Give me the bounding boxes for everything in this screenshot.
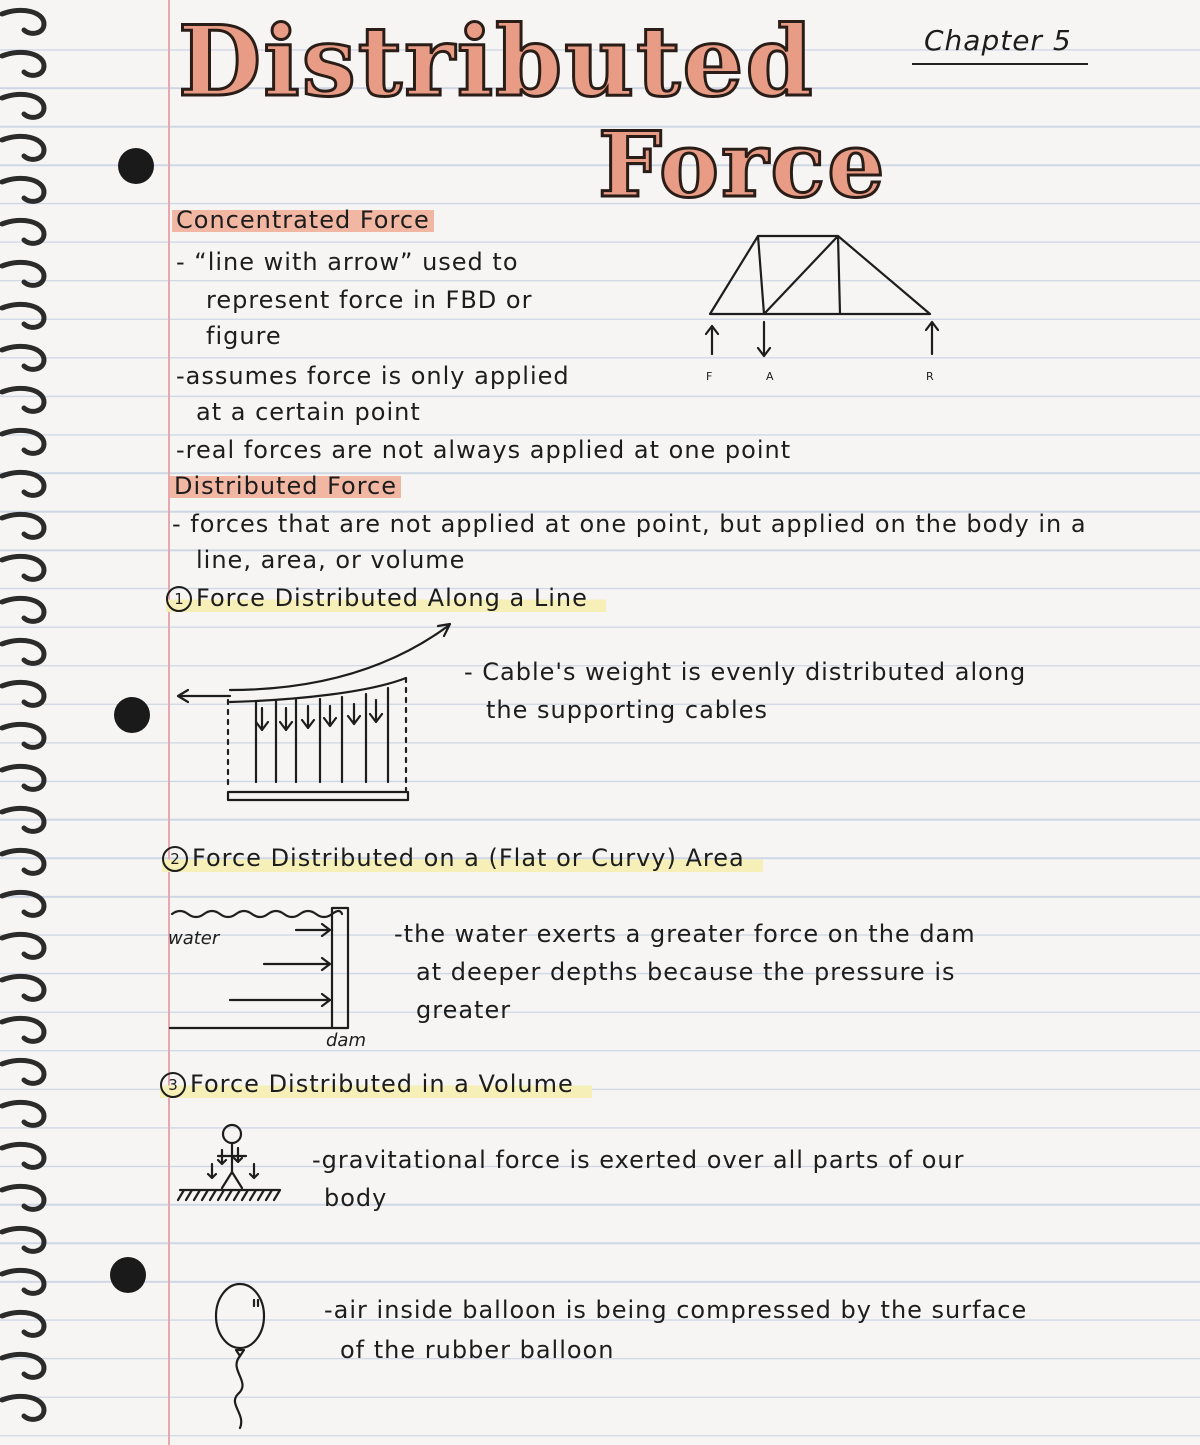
truss-label-left: F	[706, 370, 713, 383]
balloon-diagram	[206, 1282, 276, 1432]
section-2-number: 2	[162, 846, 188, 872]
balloon	[216, 1284, 264, 1348]
spiral-coil	[2, 1396, 44, 1419]
concentrated-line-5: at a certain point	[196, 398, 421, 426]
balloon-string	[235, 1356, 243, 1428]
spiral-coil	[2, 10, 44, 33]
dashed-supports	[228, 678, 406, 790]
section-3-note-3: -air inside balloon is being compressed by the surface	[324, 1296, 1028, 1324]
concentrated-line-3: figure	[206, 322, 282, 350]
concentrated-line-1: - “line with arrow” used to	[176, 248, 519, 276]
distributed-heading-text: Distributed Force	[170, 472, 401, 500]
spiral-coil	[2, 94, 44, 117]
stick-figure-diagram	[176, 1120, 286, 1210]
truss-frame	[710, 236, 930, 314]
distributed-line-1: - forces that are not applied at one point, but applied on the body in a	[172, 510, 1087, 538]
cable-diagram	[170, 620, 460, 810]
spiral-coil	[2, 556, 44, 579]
dam-diagram	[166, 900, 386, 1050]
section-2-heading	[162, 844, 763, 872]
truss-label-right: R	[926, 370, 934, 383]
section-3-heading	[160, 1070, 592, 1098]
concentrated-heading	[172, 206, 434, 234]
spiral-coil	[2, 724, 44, 747]
ground-hatch	[178, 1190, 280, 1200]
spiral-coil	[2, 1312, 44, 1335]
truss-diagram	[700, 228, 960, 388]
spiral-coil	[2, 52, 44, 75]
head	[223, 1125, 241, 1143]
arrow-up-right	[926, 322, 938, 354]
spiral-coil	[2, 1102, 44, 1125]
spiral-coil	[2, 346, 44, 369]
distributed-heading	[170, 472, 401, 500]
support-cables	[256, 688, 388, 782]
spiral-coil	[2, 598, 44, 621]
spiral-coil	[2, 430, 44, 453]
spiral-coil	[2, 304, 44, 327]
spiral-binding	[0, 0, 60, 1445]
concentrated-line-2: represent force in FBD or	[206, 286, 533, 314]
truss-label-mid: A	[766, 370, 774, 383]
spiral-coil	[2, 640, 44, 663]
spiral-coil	[2, 976, 44, 999]
spiral-coil	[2, 220, 44, 243]
spiral-coil	[2, 766, 44, 789]
section-1-title: Force Distributed Along a Line	[196, 584, 588, 612]
section-2-note-3: greater	[416, 996, 512, 1024]
spiral-coil	[2, 1228, 44, 1251]
spiral-coil	[2, 472, 44, 495]
spiral-coil	[2, 1354, 44, 1377]
spiral-coil	[2, 682, 44, 705]
spiral-coil	[2, 1270, 44, 1293]
page-title-line1: Distributed	[178, 5, 815, 118]
section-3-title: Force Distributed in a Volume	[190, 1070, 574, 1098]
spiral-coil	[2, 892, 44, 915]
section-3-note-2: body	[324, 1184, 388, 1212]
arrow-up-left	[706, 326, 718, 354]
chapter-label: Chapter 5	[912, 24, 1088, 65]
pressure-arrows	[230, 924, 330, 1006]
spiral-coil	[2, 934, 44, 957]
spiral-coil	[2, 178, 44, 201]
punch-hole	[110, 1257, 146, 1293]
tension-arrow-left	[178, 690, 230, 702]
water-label: water	[168, 928, 220, 949]
concentrated-line-4: -assumes force is only applied	[176, 362, 570, 390]
section-2-title: Force Distributed on a (Flat or Curvy) Area	[192, 844, 745, 872]
concentrated-heading-text: Concentrated Force	[172, 206, 434, 234]
spiral-coil	[2, 1144, 44, 1167]
section-2-note-1: -the water exerts a greater force on the dam	[394, 920, 976, 948]
spiral-coil	[2, 850, 44, 873]
section-1-note-2: the supporting cables	[486, 696, 768, 724]
spiral-coil	[2, 136, 44, 159]
spiral-coil	[2, 262, 44, 285]
deck	[228, 792, 408, 800]
section-1-note-1: - Cable's weight is evenly distributed along	[464, 658, 1027, 686]
section-1-number: 1	[166, 586, 192, 612]
section-3-number: 3	[160, 1072, 186, 1098]
page-title-line2: Force	[598, 112, 887, 218]
punch-hole	[114, 697, 150, 733]
concentrated-line-6: -real forces are not always applied at one point	[176, 436, 792, 464]
section-2-note-2: at deeper depths because the pressure is	[416, 958, 956, 986]
section-3-note-1: -gravitational force is exerted over all parts of our	[312, 1146, 965, 1174]
dam-wall	[332, 908, 348, 1028]
spiral-coil	[2, 1186, 44, 1209]
spiral-coil	[2, 388, 44, 411]
spiral-coil	[2, 514, 44, 537]
spiral-coil	[2, 808, 44, 831]
spiral-coil	[2, 1060, 44, 1083]
punch-hole	[118, 148, 154, 184]
spiral-coil	[2, 1018, 44, 1041]
cable-curve	[230, 624, 450, 690]
balloon-shine	[254, 1300, 258, 1306]
section-1-heading	[166, 584, 606, 612]
section-3-note-4: of the rubber balloon	[340, 1336, 615, 1364]
water-surface	[172, 911, 342, 917]
distributed-line-2: line, area, or volume	[196, 546, 466, 574]
dam-label: dam	[326, 1030, 366, 1051]
arrow-down-mid	[758, 322, 770, 356]
